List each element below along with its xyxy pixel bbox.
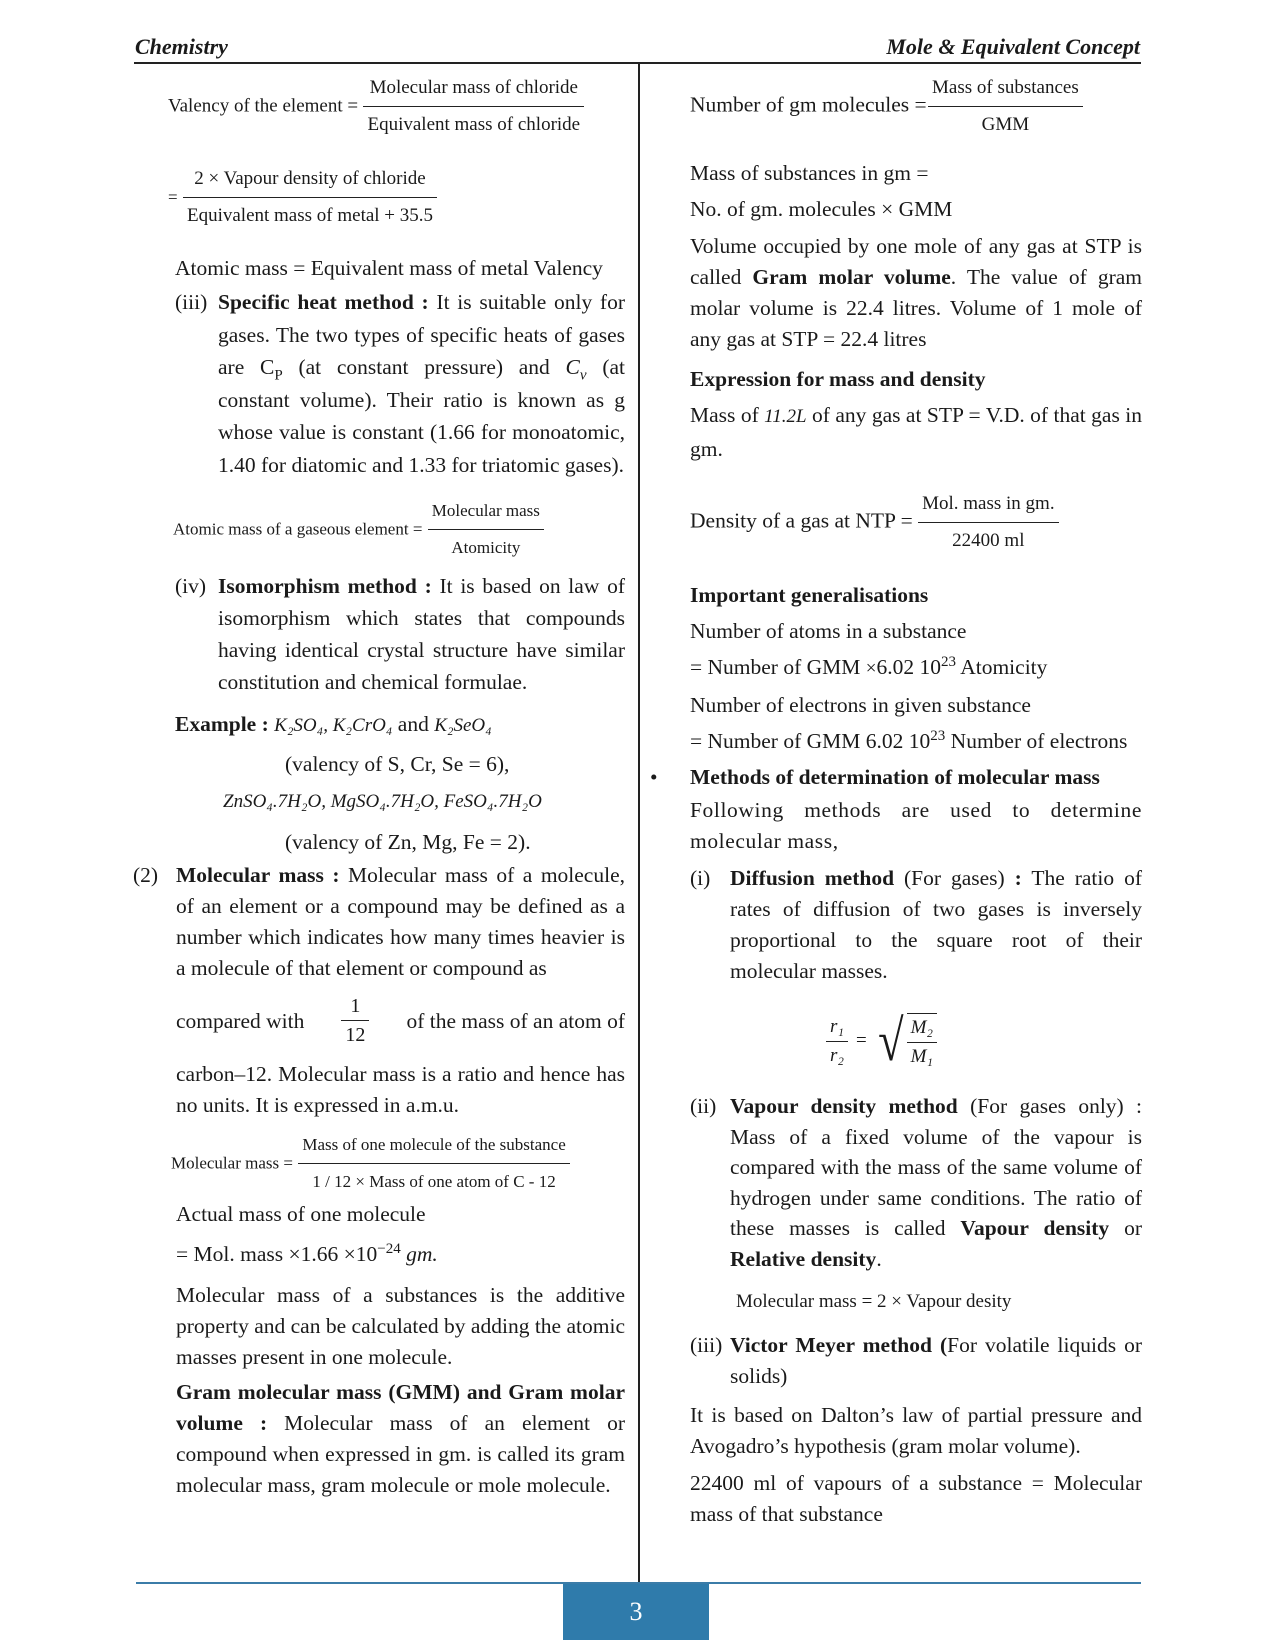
mol-mass-unit: gm.: [400, 1242, 438, 1266]
electrons-eq-gmm: = Number of GMM 6.02 10: [690, 729, 931, 753]
avogadro-exponent: 23: [940, 653, 957, 670]
gm-molecules-fraction: [928, 72, 1083, 141]
specific-heat-item: [175, 286, 625, 481]
mass-ratio: [907, 1016, 937, 1069]
header-chapter: Mole & Equivalent Concept: [886, 34, 1140, 59]
atoms-eq-gmm: = Number of GMM: [690, 655, 866, 679]
cp-subscript: P: [274, 367, 283, 384]
one-twelfth-denominator: 12: [345, 1024, 366, 1046]
density-fraction: [918, 488, 1058, 557]
volume-text2: . The value of gram molar volume is 22.4 litres. Volume of 1 mole of any gas at STP = 22.4 litres: [690, 265, 1142, 351]
density-numerator: Mol. mass in gm.: [918, 488, 1058, 523]
victor-meyer-title: Victor Meyer method (: [730, 1333, 948, 1357]
rate-ratio: [826, 1015, 848, 1068]
mm-eq-denominator: 1 / 12 × Mass of one atom of C - 12: [312, 1172, 556, 1191]
gm-molecules-denominator: GMM: [981, 114, 1030, 135]
mm-eq-numerator: Mass of one molecule of the substance: [298, 1129, 569, 1164]
victor-meyer-item: [690, 1330, 1142, 1392]
gaseous-label: Atomic mass of a gaseous element =: [173, 519, 423, 539]
mass-in-gm-line: Mass of substances in gm =: [690, 161, 929, 185]
gaseous-element-equation: [173, 495, 625, 564]
specific-heat-title: Specific heat method :: [218, 290, 429, 314]
molecular-mass-title: Molecular mass :: [176, 863, 340, 887]
mm-eq-label: Molecular mass =: [171, 1153, 293, 1173]
vd-of-gas-text: of any gas at STP = V.D. of that gas in gm.: [690, 403, 1142, 461]
volume-text1: Volume occupied by one mole of any gas at STP is called: [690, 234, 1142, 289]
vapour-density-text: (For gases only) : Mass of a fixed volume of the vapour is compared with the mass of the same volume of hydrogen under same conditions. The ratio of these masses is called: [730, 1094, 1143, 1240]
methods-heading: Methods of determination of molecular mass: [690, 765, 1100, 789]
isomorphism-text: It is based on law of isomorphism which states that compounds having identical crystal structure have similar constitution and chemical formulae.: [218, 574, 625, 694]
density-label: Density of a gas at NTP =: [690, 508, 913, 533]
valency-fraction: [363, 72, 584, 141]
grahams-law-equation: [826, 1005, 1142, 1077]
hydrate-formulae: ZnSO₄.7H₂O, MgSO₄.7H₂O, FeSO₄.7H₂O: [223, 791, 542, 812]
isomorphism-item: [175, 570, 625, 698]
diffusion-title: Diffusion method: [730, 866, 895, 890]
square-root: [875, 1008, 937, 1073]
final-text: 22400 ml of vapours of a substance = Molecular mass of that substance: [690, 1471, 1142, 1526]
molecular-mass-equation: [171, 1129, 625, 1198]
gm-molecules-equation: [690, 72, 1142, 141]
victor-meyer-label: (iii): [690, 1333, 723, 1357]
diffusion-text: The ratio of rates of diffusion of two gases is inversely proportional to the square root of their molecular masses.: [730, 866, 1142, 983]
diffusion-label: (i): [690, 866, 711, 890]
left-column: [133, 72, 625, 1501]
diffusion-colon: :: [1014, 866, 1022, 890]
gm-molecules-numerator: Mass of substances: [928, 72, 1083, 107]
graham-equals: =: [856, 1030, 867, 1051]
mol-mass-factor: = Mol. mass ×1.66 ×10: [176, 1242, 378, 1266]
mass-m2: M₂: [907, 1016, 937, 1043]
diffusion-item: [690, 863, 1142, 987]
isomorphism-label: (iv): [175, 574, 207, 598]
carbon-12-text: carbon–12. Molecular mass is a ratio and hence has no units. It is expressed in a.m.u.: [176, 1062, 625, 1117]
vd-numerator: 2 × Vapour density of chloride: [183, 163, 437, 198]
vapour-density-term: Vapour density: [960, 1216, 1110, 1240]
vapour-density-period: .: [876, 1246, 882, 1271]
one-twelfth-numerator: 1: [341, 994, 369, 1021]
bullet-icon: •: [650, 765, 658, 789]
mass-of-11-2L-text: [690, 399, 1142, 466]
example-formulae-2: K₂SeO₄: [434, 715, 492, 736]
vd-fraction: [183, 163, 437, 232]
cv-subscript: v: [579, 367, 587, 384]
times-sign: ×: [865, 658, 877, 679]
gmm-title: Gram molecular mass (GMM) and Gram molar volume :: [176, 1380, 625, 1435]
electrons-exponent: 23: [930, 727, 946, 744]
victor-meyer-text: For volatile liquids or solids): [730, 1333, 1143, 1388]
gmm-paragraph: [176, 1377, 625, 1501]
specific-heat-text1: It is suitable only for gases. The two types of specific heats of gases are C: [218, 290, 626, 379]
mass-of-text: Mass of: [690, 403, 765, 427]
radical-icon: √: [877, 1008, 904, 1073]
vapour-density-title: Vapour density method: [730, 1094, 958, 1118]
column-divider: [638, 64, 640, 1586]
specific-heat-text2: (at constant pressure) and: [282, 355, 566, 379]
methods-intro: Following methods are used to determine molecular mass,: [690, 798, 1142, 853]
gm-molecules-label: Number of gm molecules =: [690, 92, 927, 117]
example-and: and: [392, 712, 435, 736]
rate-r2: r₂: [830, 1044, 844, 1066]
mol-mass-conversion: [176, 1238, 625, 1270]
molecular-mass-item: [133, 860, 625, 984]
header-subject: Chemistry: [135, 34, 228, 59]
atomic-mass-line: Atomic mass = Equivalent mass of metal Valency: [175, 256, 603, 280]
gram-molar-volume-text: [690, 231, 1142, 355]
vd-equation: [168, 163, 625, 232]
atomicity-term: Atomicity: [956, 655, 1048, 679]
isomorphism-title: Isomorphism method :: [218, 574, 432, 598]
volume-11-2L: 11.2L: [764, 406, 807, 427]
rate-r1: r₁: [826, 1015, 848, 1042]
vapour-density-or: or: [1109, 1216, 1142, 1240]
specific-heat-label: (iii): [175, 290, 208, 314]
compared-with-text: compared with: [176, 1008, 305, 1033]
relative-density-term: Relative density: [730, 1246, 877, 1271]
molecular-mass-label: (2): [133, 863, 159, 887]
example-label: Example :: [175, 712, 269, 736]
avogadro-number: 6.02 10: [876, 655, 941, 679]
valency-denominator: Equivalent mass of chloride: [367, 114, 581, 135]
density-equation: [690, 488, 1142, 557]
vapour-density-label: (ii): [690, 1094, 717, 1118]
gram-molar-volume-term: Gram molar volume: [752, 265, 951, 289]
mass-m1: M₁: [910, 1046, 933, 1067]
generalisations-heading: Important generalisations: [690, 583, 929, 607]
compared-with-line: [176, 994, 625, 1047]
atoms-line: Number of atoms in a substance: [690, 619, 967, 643]
additive-property-text: Molecular mass of a substances is the additive property and can be calculated by adding the atomic masses present in one molecule.: [176, 1283, 625, 1369]
vd-equals: =: [168, 187, 178, 207]
vapour-density-item: [690, 1091, 1142, 1274]
valency-zn-mg-fe: (valency of Zn, Mg, Fe = 2).: [285, 830, 531, 854]
mol-mass-exponent: −24: [377, 1240, 401, 1257]
valency-equation: [168, 72, 625, 141]
density-denominator: 22400 ml: [952, 530, 1025, 551]
valency-numerator: Molecular mass of chloride: [363, 72, 584, 107]
radicand: [907, 1013, 937, 1069]
mass-of-atom-text: of the mass of an atom of: [406, 1008, 625, 1033]
gmm-text: Molecular mass of an element or compound when expressed in gm. is called its gram molecular mass, gram molecule or mole molecule.: [176, 1411, 625, 1497]
vd-denominator: Equivalent mass of metal + 35.5: [186, 205, 434, 226]
one-twelfth-fraction: [341, 994, 369, 1047]
methods-bullet-item: [650, 759, 1142, 795]
example-line: [175, 708, 625, 742]
vapour-density-equation: Molecular mass = 2 × Vapour desity: [736, 1291, 1012, 1312]
gm-molecules-times-gmm: No. of gm. molecules × GMM: [690, 197, 953, 221]
gaseous-denominator: Atomicity: [451, 538, 521, 557]
cv-symbol: C: [565, 355, 580, 379]
expression-heading: Expression for mass and density: [690, 367, 986, 391]
valency-label: Valency of the element =: [168, 95, 359, 117]
gaseous-fraction: [428, 495, 544, 564]
electrons-equation: [690, 723, 1142, 759]
specific-heat-text3: (at constant volume). Their ratio is known as g whose value is constant (1.66 for monoatomic, 1.40 for diatomic and 1.33 for triatomic gases).: [218, 355, 625, 477]
diffusion-for-gases: (For gases): [894, 866, 1015, 890]
right-column: [650, 72, 1143, 1530]
example-formulae-1: K₂SO₄, K₂CrO₄: [274, 715, 393, 736]
mm-eq-fraction: [298, 1129, 569, 1198]
molecular-mass-text: Molecular mass of a molecule, of an element or a compound may be defined as a number which indicates how many times heavier is a molecule of that element or compound as: [176, 863, 625, 980]
actual-mass-line: Actual mass of one molecule: [176, 1202, 426, 1226]
dalton-text: It is based on Dalton’s law of partial pressure and Avogadro’s hypothesis (gram molar volume).: [690, 1403, 1142, 1458]
gaseous-numerator: Molecular mass: [428, 495, 544, 530]
valency-s-cr-se: (valency of S, Cr, Se = 6),: [285, 752, 510, 776]
electrons-line: Number of electrons in given substance: [690, 693, 1031, 717]
electrons-term: Number of electrons: [945, 729, 1128, 753]
page-number: 3: [563, 1584, 709, 1640]
atoms-equation: [690, 649, 1142, 687]
